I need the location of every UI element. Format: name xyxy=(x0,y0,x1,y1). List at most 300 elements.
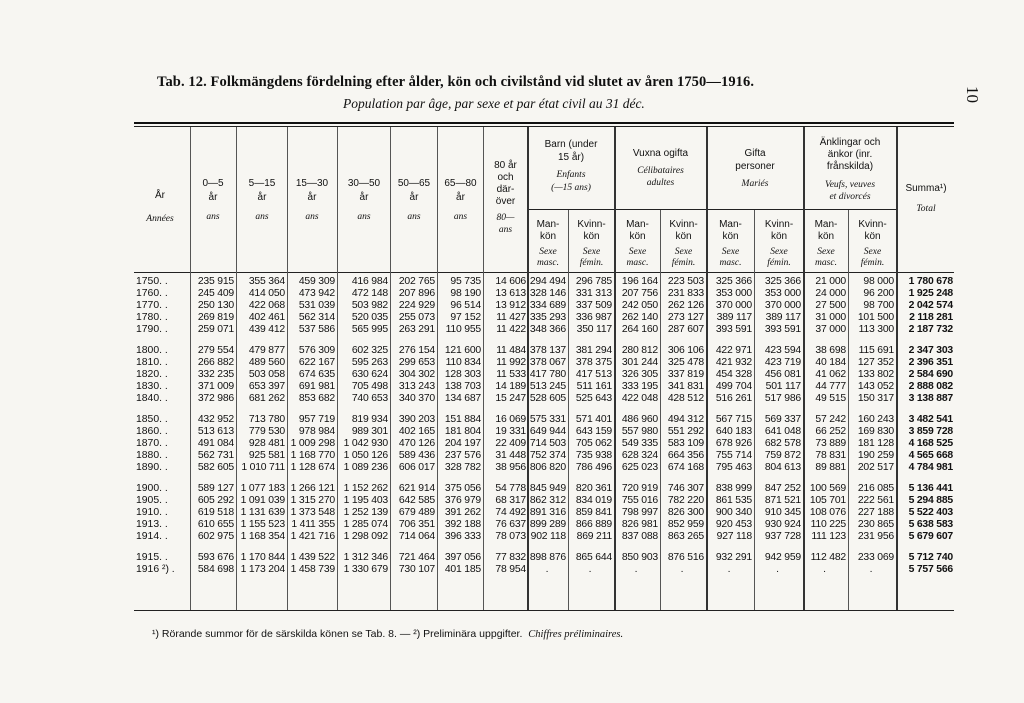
table-cell: 456 081 xyxy=(764,369,801,380)
table-cell: 262 140 xyxy=(621,312,658,323)
row-year: 1915. . xyxy=(136,552,168,563)
table-cell: 2 584 690 xyxy=(908,369,953,380)
table-cell: 575 331 xyxy=(529,414,566,425)
table-cell: 127 352 xyxy=(857,357,894,368)
table-cell: 336 987 xyxy=(575,312,612,323)
table-cell: 740 653 xyxy=(351,393,388,404)
row-year: 1840. . xyxy=(136,393,168,404)
table-cell: 24 000 xyxy=(815,288,846,299)
table-cell: 108 076 xyxy=(809,507,846,518)
table-cell: 562 731 xyxy=(197,450,234,461)
table-cell: 5 294 885 xyxy=(908,495,953,506)
table-cell: 372 986 xyxy=(197,393,234,404)
table-cell: 98 190 xyxy=(450,288,481,299)
header-unmarried-fr: adultes xyxy=(646,178,675,188)
table-cell: 891 316 xyxy=(529,507,566,518)
table-cell: 150 317 xyxy=(857,393,894,404)
row-year: 1900. . xyxy=(136,483,168,494)
table-cell: 517 986 xyxy=(764,393,801,404)
table-cell: 223 503 xyxy=(667,276,704,287)
table-cell: 296 785 xyxy=(575,276,612,287)
table-cell: 306 106 xyxy=(667,345,704,356)
table-cell: 13 613 xyxy=(495,288,526,299)
table-cell: 898 876 xyxy=(529,552,566,563)
table-cell: 679 489 xyxy=(398,507,435,518)
table-cell: 549 335 xyxy=(621,438,658,449)
table-cell: 1 131 639 xyxy=(240,507,285,518)
table-cell: . xyxy=(869,564,873,575)
table-cell: 263 291 xyxy=(398,324,435,335)
header-married-fr: Mariés xyxy=(741,179,769,189)
header-married: personer xyxy=(735,161,775,172)
table-cell: 1 152 262 xyxy=(343,483,388,494)
table-cell: 110 225 xyxy=(810,519,846,530)
table-cell: 714 503 xyxy=(529,438,566,449)
header-age-0-5-unit: år xyxy=(208,192,218,203)
table-cell: 932 291 xyxy=(715,552,752,563)
table-cell: 389 117 xyxy=(716,312,752,323)
table-cell: 876 516 xyxy=(667,552,704,563)
header-unmarried-female-fr: fémin. xyxy=(671,258,696,268)
table-cell: 341 831 xyxy=(667,381,704,392)
table-cell: 66 252 xyxy=(815,426,846,437)
row-year: 1916 ²) . xyxy=(136,564,175,575)
table-cell: 375 056 xyxy=(444,483,481,494)
table-cell: 31 000 xyxy=(815,312,846,323)
table-cell: 565 995 xyxy=(351,324,388,335)
table-cell: 207 756 xyxy=(621,288,658,299)
table-cell: 325 478 xyxy=(667,357,704,368)
table-cell: 76 637 xyxy=(495,519,526,530)
table-cell: 37 000 xyxy=(815,324,846,335)
table-cell: 682 578 xyxy=(764,438,801,449)
table-cell: 98 000 xyxy=(863,276,894,287)
table-cell: 202 765 xyxy=(398,276,435,287)
table-cell: 1 315 270 xyxy=(290,495,335,506)
table-cell: 115 691 xyxy=(858,345,894,356)
table-cell: . xyxy=(545,564,549,575)
table-cell: 78 954 xyxy=(495,564,526,575)
table-cell: 630 624 xyxy=(351,369,388,380)
row-year: 1850. . xyxy=(136,414,168,425)
table-cell: 1 421 716 xyxy=(290,531,335,542)
table-cell: 1 780 678 xyxy=(908,276,953,287)
header-age-80: där- xyxy=(496,184,515,195)
table-cell: 428 512 xyxy=(667,393,704,404)
table-cell: 337 509 xyxy=(575,300,612,311)
table-cell: 169 830 xyxy=(857,426,894,437)
table-cell: 1 091 039 xyxy=(240,495,285,506)
header-widowed-male: kön xyxy=(817,231,835,242)
header-age-65-80-fr: ans xyxy=(453,212,468,222)
table-cell: 1 077 183 xyxy=(240,483,285,494)
table-cell: 628 324 xyxy=(621,450,658,461)
header-children-male-fr: masc. xyxy=(537,258,559,268)
table-cell: 378 137 xyxy=(529,345,566,356)
table-cell: 513 613 xyxy=(197,426,234,437)
table-cell: 11 484 xyxy=(496,345,526,356)
table-cell: 1 173 204 xyxy=(240,564,285,575)
table-cell: 786 496 xyxy=(575,462,612,473)
table-cell: 334 689 xyxy=(529,300,566,311)
col-divider xyxy=(660,210,661,610)
table-cell: 642 585 xyxy=(398,495,435,506)
table-cell: 423 594 xyxy=(764,345,801,356)
table-cell: 928 481 xyxy=(248,438,285,449)
table-cell: 837 088 xyxy=(621,531,658,542)
table-cell: 196 164 xyxy=(621,276,658,287)
table-cell: 350 117 xyxy=(576,324,612,335)
col-divider xyxy=(848,210,849,610)
table-cell: 494 312 xyxy=(667,414,704,425)
table-cell: 838 999 xyxy=(715,483,752,494)
table-cell: 101 500 xyxy=(857,312,894,323)
row-year: 1880. . xyxy=(136,450,168,461)
table-cell: 233 069 xyxy=(857,552,894,563)
header-children-female: kön xyxy=(583,231,600,242)
table-cell: 231 956 xyxy=(857,531,894,542)
table-cell: 5 712 740 xyxy=(908,552,953,563)
table-cell: 216 085 xyxy=(857,483,894,494)
table-cell: 250 130 xyxy=(197,300,234,311)
table-cell: 299 653 xyxy=(398,357,435,368)
table-cell: 255 073 xyxy=(398,312,435,323)
table-cell: 491 084 xyxy=(197,438,234,449)
table-cell: 610 655 xyxy=(197,519,234,530)
table-cell: 96 200 xyxy=(863,288,894,299)
table-cell: 5 136 441 xyxy=(908,483,953,494)
table-cell: 190 259 xyxy=(857,450,894,461)
row-year: 1890. . xyxy=(136,462,168,473)
table-cell: 77 832 xyxy=(495,552,526,563)
table-cell: 4 565 668 xyxy=(908,450,953,461)
table-cell: 3 482 541 xyxy=(908,414,953,425)
table-cell: 287 607 xyxy=(667,324,704,335)
table-cell: 1 312 346 xyxy=(343,552,388,563)
header-children-fr: Enfants xyxy=(556,170,586,180)
table-cell: 224 929 xyxy=(398,300,435,311)
table-cell: 304 302 xyxy=(398,369,435,380)
header-unmarried-female-fr: Sexe xyxy=(674,247,693,257)
table-cell: 57 242 xyxy=(815,414,846,425)
table-cell: 567 715 xyxy=(715,414,752,425)
table-cell: 503 982 xyxy=(351,300,388,311)
table-cell: 98 700 xyxy=(863,300,894,311)
header-widowed-male-fr: Sexe xyxy=(817,247,835,257)
table-cell: 335 293 xyxy=(529,312,566,323)
table-cell: 3 859 728 xyxy=(908,426,953,437)
table-cell: 826 300 xyxy=(667,507,704,518)
table-cell: 4 784 981 xyxy=(908,462,953,473)
table-cell: 520 035 xyxy=(351,312,388,323)
table-cell: 619 518 xyxy=(197,507,234,518)
row-year: 1830. . xyxy=(136,381,168,392)
table-cell: 2 187 732 xyxy=(908,324,953,335)
table-cell: 54 778 xyxy=(495,483,526,494)
table-cell: 649 944 xyxy=(529,426,566,437)
row-year: 1750. . xyxy=(136,276,168,287)
table-cell: 378 375 xyxy=(575,357,612,368)
table-cell: 1 411 355 xyxy=(291,519,335,530)
table-cell: 2 042 574 xyxy=(908,300,953,311)
table-cell: 416 984 xyxy=(351,276,388,287)
table-cell: 331 313 xyxy=(575,288,612,299)
table-cell: 417 513 xyxy=(575,369,612,380)
page-title: Tab. 12. Folkmängdens fördelning efter ålder, kön och civilstånd vid slutet av åren 1750—1916. xyxy=(157,74,755,90)
table-cell: 730 107 xyxy=(398,564,435,575)
table-cell: 73 889 xyxy=(815,438,846,449)
table-cell: 479 877 xyxy=(248,345,285,356)
table-cell: 5 679 607 xyxy=(908,531,953,542)
footnote-italic: Chiffres préliminaires. xyxy=(528,629,624,640)
table-cell: 899 289 xyxy=(529,519,566,530)
table-cell: 328 782 xyxy=(444,462,481,473)
table-cell: 396 333 xyxy=(444,531,481,542)
table-cell: 414 050 xyxy=(248,288,285,299)
table-cell: 852 959 xyxy=(667,519,704,530)
table-cell: 348 366 xyxy=(529,324,566,335)
table-cell: 1 170 844 xyxy=(240,552,285,563)
header-married-male: Man- xyxy=(719,219,742,230)
table-cell: 332 235 xyxy=(197,369,234,380)
header-year: År xyxy=(155,190,165,201)
table-cell: 845 949 xyxy=(529,483,566,494)
table-cell: 820 361 xyxy=(575,483,612,494)
table-cell: 583 109 xyxy=(667,438,704,449)
header-age-15-30-fr: ans xyxy=(305,212,319,222)
table-cell: 576 309 xyxy=(298,345,335,356)
table-cell: 4 168 525 xyxy=(908,438,953,449)
table-cell: 97 152 xyxy=(450,312,481,323)
header-children: 15 år) xyxy=(557,152,585,163)
table-cell: 378 067 xyxy=(529,357,566,368)
table-cell: 439 412 xyxy=(248,324,285,335)
table-cell: 273 127 xyxy=(667,312,704,323)
table-cell: 16 069 xyxy=(495,414,526,425)
header-year-fr: Années xyxy=(146,214,174,224)
table-cell: 202 517 xyxy=(857,462,894,473)
table-cell: 1 050 126 xyxy=(343,450,388,461)
row-year: 1770. . xyxy=(136,300,168,311)
table-cell: 326 305 xyxy=(621,369,658,380)
table-cell: 853 682 xyxy=(298,393,335,404)
table-cell: 49 515 xyxy=(815,393,846,404)
table-cell: 111 123 xyxy=(811,531,846,542)
header-children-male-fr: Sexe xyxy=(539,247,557,257)
table-cell: 392 188 xyxy=(444,519,481,530)
table-cell: 423 719 xyxy=(764,357,801,368)
table-cell: 40 184 xyxy=(815,357,846,368)
table-cell: 68 317 xyxy=(495,495,526,506)
row-year: 1820. . xyxy=(136,369,168,380)
table-cell: 755 714 xyxy=(715,450,752,461)
table-cell: 5 522 403 xyxy=(908,507,953,518)
header-children-female-fr: Sexe xyxy=(582,247,601,257)
header-age-80: och xyxy=(497,172,514,183)
table-cell: 641 048 xyxy=(764,426,801,437)
row-year: 1905. . xyxy=(136,495,168,506)
table-cell: 11 992 xyxy=(496,357,526,368)
row-year: 1860. . xyxy=(136,426,168,437)
header-unmarried-male: kön xyxy=(629,231,646,242)
table-cell: 231 833 xyxy=(667,288,704,299)
header-age-30-50-unit: år xyxy=(359,192,369,203)
table-cell: 834 019 xyxy=(575,495,612,506)
row-year: 1910. . xyxy=(136,507,168,518)
table-cell: 3 138 887 xyxy=(908,393,953,404)
table-cell: 622 167 xyxy=(298,357,335,368)
table-cell: 230 865 xyxy=(857,519,894,530)
table-cell: 19 331 xyxy=(495,426,526,437)
footnote-main: ¹) Rörande summor för de särskilda könen se Tab. 8. — ²) Preliminära uppgifter. xyxy=(152,628,523,640)
page-number: 10 xyxy=(963,86,982,103)
table-cell: 1 285 074 xyxy=(343,519,388,530)
header-unmarried-male: Man- xyxy=(626,219,649,230)
table-cell: 11 422 xyxy=(496,324,526,335)
table-cell: 859 841 xyxy=(575,507,612,518)
table-cell: 2 347 303 xyxy=(908,345,953,356)
table-cell: 222 561 xyxy=(857,495,894,506)
table-cell: 390 203 xyxy=(398,414,435,425)
table-cell: 15 247 xyxy=(495,393,526,404)
table-cell: 1 168 354 xyxy=(240,531,285,542)
table-cell: 11 533 xyxy=(496,369,526,380)
table-cell: 1 010 711 xyxy=(241,462,285,473)
table-cell: 735 938 xyxy=(575,450,612,461)
header-married: Gifta xyxy=(744,148,766,159)
table-cell: 525 643 xyxy=(575,393,612,404)
table-cell: 557 980 xyxy=(621,426,658,437)
header-total-fr: Total xyxy=(916,204,936,214)
header-age-80: över xyxy=(495,196,516,207)
table-cell: 589 436 xyxy=(398,450,435,461)
table-cell: 393 591 xyxy=(715,324,752,335)
table-cell: 204 197 xyxy=(444,438,481,449)
table-cell: 181 804 xyxy=(444,426,481,437)
table-cell: 937 728 xyxy=(764,531,801,542)
table-cell: 381 294 xyxy=(575,345,612,356)
table-cell: 14 606 xyxy=(495,276,526,287)
table-top-rule xyxy=(134,122,954,124)
header-age-30-50: 30—50 xyxy=(347,178,381,189)
table-bottom-rule xyxy=(134,610,954,611)
table-cell: 850 903 xyxy=(621,552,658,563)
table-cell: 128 303 xyxy=(444,369,481,380)
header-age-50-65-unit: år xyxy=(409,192,419,203)
table-cell: 513 245 xyxy=(529,381,566,392)
table-cell: 245 409 xyxy=(197,288,234,299)
table-cell: 900 340 xyxy=(715,507,752,518)
table-cell: 902 118 xyxy=(530,531,566,542)
table-cell: 22 409 xyxy=(495,438,526,449)
table-cell: 746 307 xyxy=(667,483,704,494)
col-divider xyxy=(568,210,569,610)
table-cell: 207 896 xyxy=(398,288,435,299)
header-unmarried-male-fr: Sexe xyxy=(628,247,647,257)
table-cell: 819 934 xyxy=(351,414,388,425)
table-cell: 113 300 xyxy=(858,324,894,335)
header-age-0-5-fr: ans xyxy=(206,212,220,222)
header-widowed-female: kön xyxy=(864,231,881,242)
table-cell: 593 676 xyxy=(197,552,234,563)
table-cell: . xyxy=(634,564,638,575)
table-cell: 89 881 xyxy=(815,462,846,473)
table-cell: 262 126 xyxy=(667,300,704,311)
table-cell: . xyxy=(588,564,592,575)
table-cell: 1 195 403 xyxy=(343,495,388,506)
table-cell: 664 356 xyxy=(667,450,704,461)
table-cell: 1 009 298 xyxy=(290,438,335,449)
table-cell: 1 155 523 xyxy=(240,519,285,530)
header-children-fr: (—15 ans) xyxy=(551,183,591,193)
header-total: Summa¹) xyxy=(905,183,947,194)
table-cell: 571 401 xyxy=(575,414,612,425)
header-age-80-fr: 80— xyxy=(496,213,515,223)
table-cell: 473 942 xyxy=(298,288,335,299)
header-bottom-rule xyxy=(134,272,954,273)
table-cell: 621 914 xyxy=(398,483,435,494)
table-cell: 355 364 xyxy=(248,276,285,287)
table-cell: 472 148 xyxy=(351,288,388,299)
table-cell: . xyxy=(823,564,826,575)
table-cell: 489 560 xyxy=(248,357,285,368)
row-year: 1780. . xyxy=(136,312,168,323)
header-unmarried-male-fr: masc. xyxy=(626,258,649,268)
table-cell: 1 252 139 xyxy=(343,507,388,518)
table-cell: 264 160 xyxy=(621,324,658,335)
table-cell: 280 812 xyxy=(621,345,658,356)
table-cell: 920 453 xyxy=(715,519,752,530)
table-cell: 422 048 xyxy=(621,393,658,404)
table-cell: 681 262 xyxy=(248,393,285,404)
table-cell: 871 521 xyxy=(764,495,801,506)
header-children: Barn (under xyxy=(544,139,598,150)
table-cell: 584 698 xyxy=(197,564,234,575)
table-cell: 470 126 xyxy=(398,438,435,449)
table-cell: 235 915 xyxy=(197,276,234,287)
table-cell: 1 458 739 xyxy=(290,564,335,575)
table-cell: 242 050 xyxy=(621,300,658,311)
table-cell: 501 117 xyxy=(765,381,801,392)
table-cell: 181 128 xyxy=(857,438,894,449)
table-cell: 602 325 xyxy=(351,345,388,356)
table-cell: 551 292 xyxy=(667,426,704,437)
table-cell: . xyxy=(776,564,779,575)
table-cell: 1 298 092 xyxy=(343,531,388,542)
table-top-rule-thin xyxy=(134,126,954,127)
table-cell: 804 613 xyxy=(764,462,801,473)
table-cell: 782 220 xyxy=(667,495,704,506)
table-cell: 96 514 xyxy=(450,300,481,311)
header-married-male-fr: masc. xyxy=(719,258,742,268)
table-cell: 417 780 xyxy=(529,369,566,380)
table-cell: 110 955 xyxy=(445,324,481,335)
table-cell: 486 960 xyxy=(621,414,658,425)
table-cell: 862 312 xyxy=(529,495,566,506)
header-age-80: 80 år xyxy=(494,160,517,171)
table-cell: 371 009 xyxy=(197,381,234,392)
header-age-15-30-unit: år xyxy=(307,192,317,203)
header-age-5-15-unit: år xyxy=(257,192,267,203)
table-cell: 516 261 xyxy=(715,393,752,404)
table-cell: 1 439 522 xyxy=(290,552,335,563)
table-cell: 582 605 xyxy=(197,462,234,473)
table-cell: 393 591 xyxy=(764,324,801,335)
table-cell: 337 819 xyxy=(667,369,704,380)
table-cell: 402 165 xyxy=(398,426,435,437)
table-cell: 705 062 xyxy=(575,438,612,449)
table-cell: 143 052 xyxy=(857,381,894,392)
